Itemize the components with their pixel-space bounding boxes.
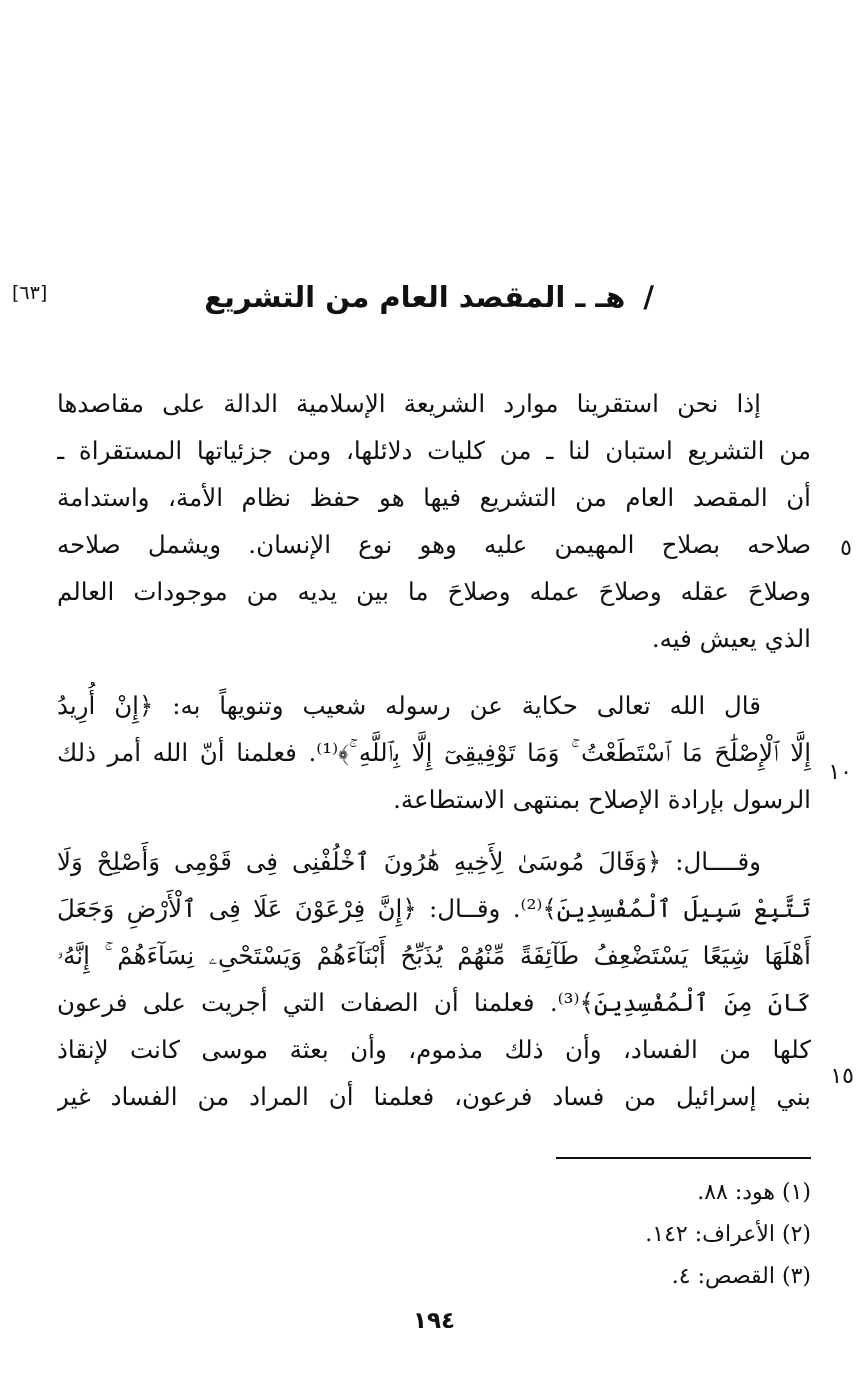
text-line: أَهْلَهَا شِيَعًا يَسْتَضْعِفُ طَآئِفَةً مِّنْهُمْ يُذَبِّحُ أَبْنَآءَهُمْ وَيَسْتَحْىِۦ نِسَآءَهُمْ ۚ إِنَّهُۥ [57, 941, 811, 970]
text-line: تَتَّبِعْ سَبِيلَ ٱلْمُفْسِدِينَ﴾⁽²⁾. وقــال: ﴿إِنَّ فِرْعَوْنَ عَلَا فِى ٱلْأَرْضِ وَجَعَلَ [57, 894, 811, 923]
line-number-15: ١٥ [830, 1064, 854, 1089]
text-line: كلها من الفساد، وأن ذلك مذموم، وأن بعثة موسى كانت لإنقاذ [57, 1035, 811, 1064]
text-line: وصلاحَ عقله وصلاحَ عمله وصلاحَ ما بين يديه من موجودات العالم [57, 577, 811, 606]
text-line: بني إسرائيل من فساد فرعون، فعلمنا أن المراد من الفساد غير [57, 1082, 811, 1111]
paragraph-2 [57, 682, 811, 823]
page-number: ١٩٤ [412, 1308, 456, 1334]
paragraph-3 [57, 838, 811, 1120]
text-line: وقــــال: ﴿وَقَالَ مُوسَىٰ لِأَخِيهِ هَٰرُونَ ٱخْلُفْنِى فِى قَوْمِى وَأَصْلِحْ وَلَا [57, 847, 761, 876]
text-line: كَانَ مِنَ ٱلْمُفْسِدِينَ﴾⁽³⁾. فعلمنا أن الصفات التي أجريت على فرعون [57, 988, 811, 1017]
footnote-1: (١) هود: ٨٨. [697, 1180, 811, 1205]
text-line: صلاحه بصلاح المهيمن عليه وهو نوع الإنسان. ويشمل صلاحه [57, 530, 811, 559]
heading-slash: / [643, 280, 654, 314]
page-reference: [٦٣] [12, 282, 48, 304]
line-number-10: ١٠ [828, 760, 852, 785]
text-line: الذي يعيش فيه. [651, 624, 811, 653]
text-line: إِلَّا ٱلْإِصْلَٰحَ مَا ٱسْتَطَعْتُ ۚ وَمَا تَوْفِيقِىٓ إِلَّا بِٱللَّهِ ۚ﴾⁽¹⁾. فعلمنا أنّ الله أمر ذلك [57, 738, 811, 767]
section-heading [204, 280, 654, 314]
text-line: الرسول بإرادة الإصلاح بمنتهى الاستطاعة. [393, 785, 811, 814]
text-line: إذا نحن استقرينا موارد الشريعة الإسلامية الدالة على مقاصدها [57, 389, 761, 418]
footnote-3: (٣) القصص: ٤. [671, 1264, 811, 1289]
footnote-divider [556, 1157, 811, 1159]
paragraph-1 [57, 380, 811, 662]
text-line: أن المقصد العام من التشريع فيها هو حفظ نظام الأمة، واستدامة [57, 483, 811, 512]
heading-title: هـ ـ المقصد العام من التشريع [204, 280, 626, 314]
line-number-5: ٥ [840, 536, 852, 561]
text-line: قال الله تعالى حكاية عن رسوله شعيب وتنويهاً به: ﴿إِنْ أُرِيدُ [57, 691, 761, 720]
footnote-2: (٢) الأعراف: ١٤٢. [645, 1222, 811, 1247]
text-line: من التشريع استبان لنا ـ من كليات دلائلها، ومن جزئياتها المستقراة ـ [57, 436, 811, 465]
